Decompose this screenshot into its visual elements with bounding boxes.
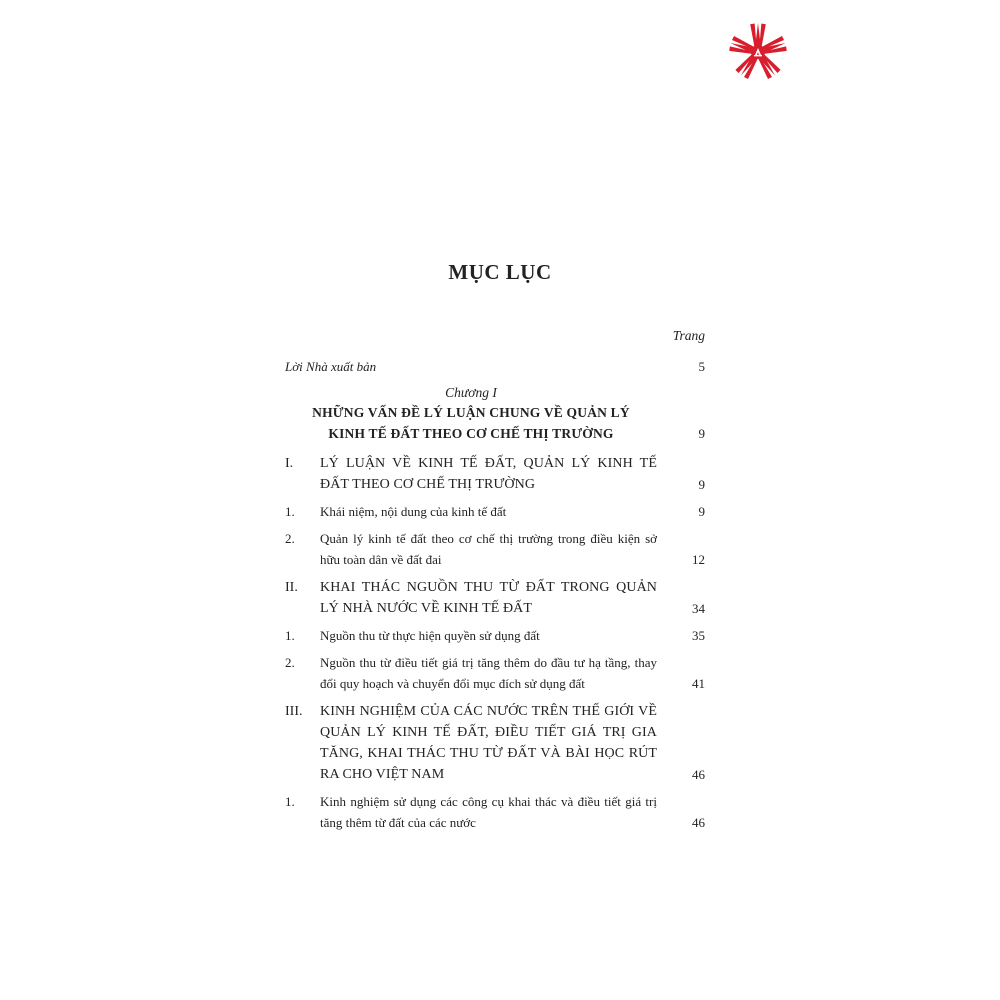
toc-entry-subsection[interactable] xyxy=(285,652,705,694)
page-column-label: Trang xyxy=(672,328,705,343)
toc-entry-number: 1. xyxy=(285,504,295,519)
toc-entry-number: III. xyxy=(285,704,303,719)
toc-entry-page: 46 xyxy=(692,767,705,782)
toc-entry-number: 2. xyxy=(285,531,295,546)
toc-entry-number: II. xyxy=(285,580,298,595)
toc-entry-text: Nguồn thu từ điều tiết giá trị tăng thêm do đầu tư hạ tầng, thay đổi quy hoạch và chuyển đổi mục đích sử dụng đất xyxy=(320,655,657,691)
chapter-label: Chương I xyxy=(445,385,497,400)
toc-entry-page: 5 xyxy=(698,359,705,374)
toc-entry-text: KINH NGHIỆM CỦA CÁC NƯỚC TRÊN THẾ GIỚI VỀ QUẢN LÝ KINH TẾ ĐẤT, ĐIỀU TIẾT GIÁ TRỊ GIA TĂNG, KHAI THÁC THU TỪ ĐẤT VÀ BÀI HỌC RÚT RA CHO VIỆT NAM xyxy=(320,704,657,782)
chapter-title-line-1: NHỮNG VẤN ĐỀ LÝ LUẬN CHUNG VỀ QUẢN LÝ xyxy=(312,405,630,420)
toc-entry-page: 9 xyxy=(698,504,705,519)
toc-entry-text: KHAI THÁC NGUỒN THU TỪ ĐẤT TRONG QUẢN LÝ NHÀ NƯỚC VỀ KINH TẾ ĐẤT xyxy=(320,580,657,616)
toc-entry-page: 41 xyxy=(692,676,705,691)
publisher-star-logo-icon xyxy=(728,22,788,82)
toc-entry-section-3[interactable] xyxy=(285,701,705,785)
toc-entry-page: 9 xyxy=(698,477,705,492)
toc-entry-number: I. xyxy=(285,456,294,471)
toc-entry-number: 1. xyxy=(285,628,295,643)
toc-entry-subsection[interactable] xyxy=(285,528,705,570)
toc-entry-page: 35 xyxy=(692,628,705,643)
page-title: MỤC LỤC xyxy=(448,260,552,284)
toc-entry-section-1[interactable] xyxy=(285,453,705,495)
toc-entry-number: 2. xyxy=(285,655,295,670)
toc-entry-subsection[interactable] xyxy=(285,791,705,833)
table-of-contents xyxy=(285,325,705,833)
toc-entry-preface[interactable] xyxy=(285,356,705,377)
toc-entry-text: Khái niệm, nội dung của kinh tế đất xyxy=(320,504,507,519)
toc-entry-section-2[interactable] xyxy=(285,577,705,619)
toc-entry-text: Kinh nghiệm sử dụng các công cụ khai thác và điều tiết giá trị tăng thêm từ đất của các nước xyxy=(320,794,657,830)
toc-entry-text: Quản lý kinh tế đất theo cơ chế thị trường trong điều kiện sở hữu toàn dân về đất đai xyxy=(320,531,657,567)
toc-entry-page: 46 xyxy=(692,815,705,830)
toc-entry-subsection[interactable] xyxy=(285,501,705,522)
toc-entry-number: 1. xyxy=(285,794,295,809)
toc-entry-text: Nguồn thu từ thực hiện quyền sử dụng đất xyxy=(320,628,540,643)
toc-entry-text: Lời Nhà xuất bản xyxy=(285,359,377,374)
toc-entry-text: LÝ LUẬN VỀ KINH TẾ ĐẤT, QUẢN LÝ KINH TẾ ĐẤT THEO CƠ CHẾ THỊ TRƯỜNG xyxy=(320,456,657,492)
toc-entry-page: 12 xyxy=(692,552,705,567)
toc-entry-page: 9 xyxy=(698,426,705,441)
toc-entry-page: 34 xyxy=(692,601,705,616)
toc-chapter-heading[interactable] xyxy=(285,383,705,444)
toc-entry-subsection[interactable] xyxy=(285,625,705,646)
chapter-title-line-2: KINH TẾ ĐẤT THEO CƠ CHẾ THỊ TRƯỜNG xyxy=(328,426,614,441)
